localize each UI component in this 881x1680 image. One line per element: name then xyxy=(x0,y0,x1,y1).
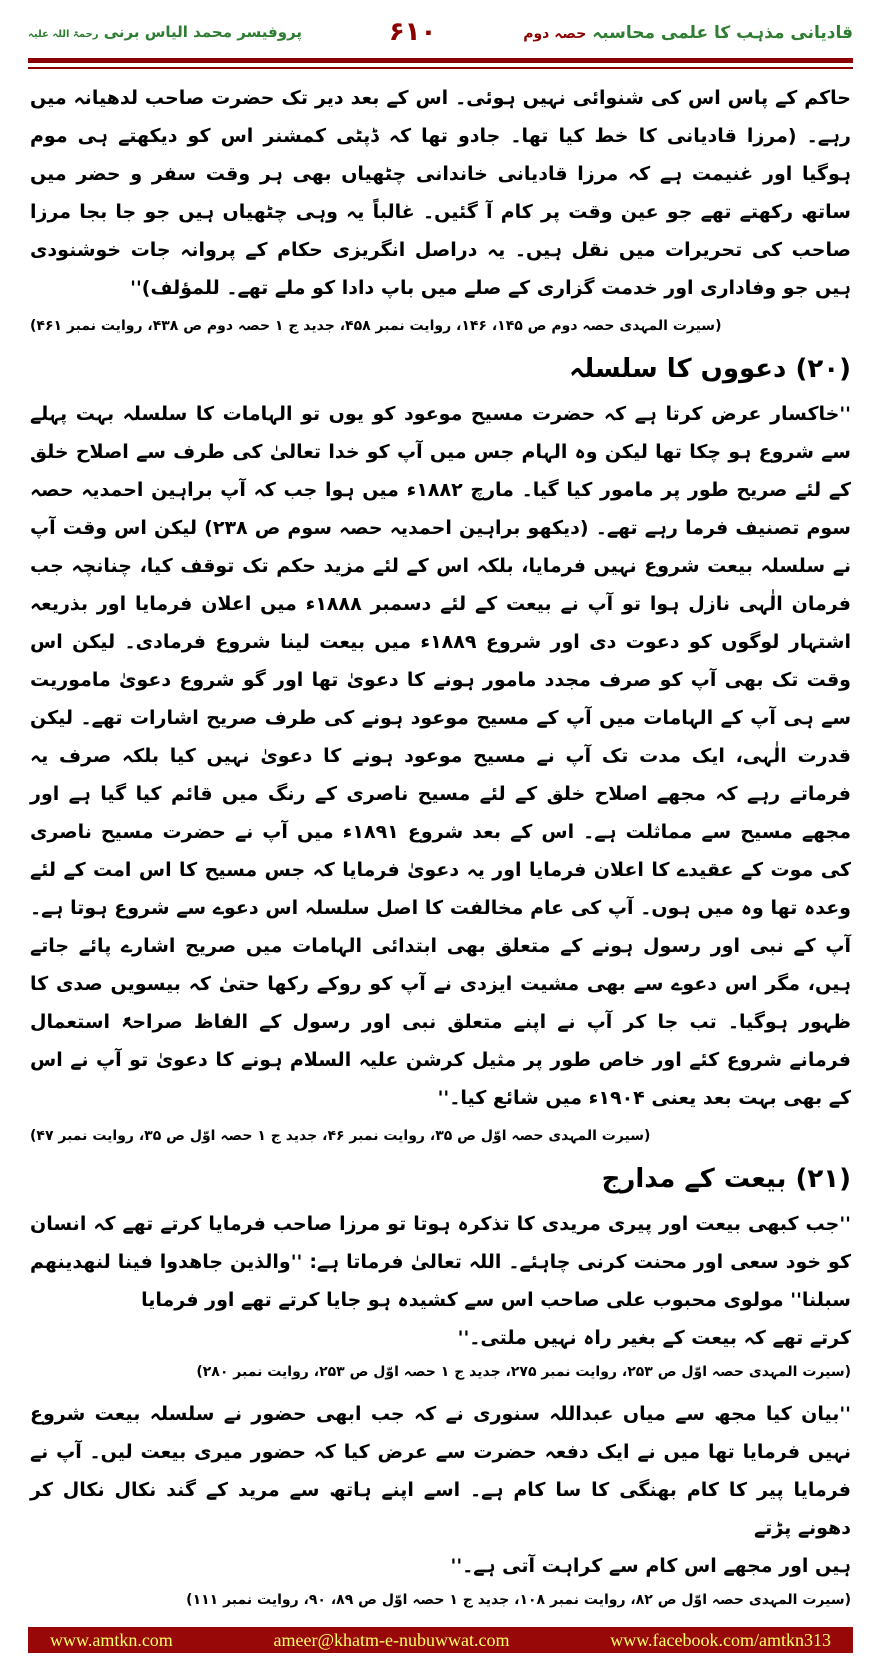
text-line: فرما رہے تھے۔ (دیکھو براہین احمدیہ حصہ سوم ص ۲۳۸) لیکن اس وقت آپ نے سلسلہ بیعت شروع نہیں فرمایا، بلکہ اس کے لئے مزید حکم تک xyxy=(30,517,851,577)
citation: (سیرت المہدی حصہ اوّل ص ۳۵، روایت نمبر ۴۶، جدید ج ۱ حصہ اوّل ص ۳۵، روایت نمبر ۴۷) xyxy=(30,1128,651,1144)
author-honorific: رحمۃ اللہ علیہ xyxy=(28,29,99,40)
citation: (سیرت المہدی حصہ اوّل ص ۲۵۳، روایت نمبر ۲۷۵، جدید ج ۱ حصہ اوّل ص ۲۵۳، روایت نمبر ۲۸۰) xyxy=(196,1364,851,1380)
text-line: کمشنر اس کو دیکھتے ہی موم ہوگیا اور غنیمت ہے کہ مرزا قادیانی خاندانی چٹھیاں بھی ہر وقت سفر و حضر میں ساتھ رکھتے تھے جو عین وقت پر کام xyxy=(30,125,851,223)
book-title-text: قادیانی مذہب کا علمی محاسبہ xyxy=(592,22,853,43)
section-number: (۲۱) xyxy=(795,1164,851,1194)
text-line: کو خدا تعالیٰ کی طرف سے اصلاح خلق کے لئے صریح طور پر مامور کیا گیا۔ مارچ ۱۸۸۲ء میں ہوا جب کہ آپ براہین احمدیہ حصہ سوم تصنیف xyxy=(30,441,852,539)
text-line: ہیں اور مجھے اس کام سے کراہت آتی ہے۔'' xyxy=(450,1555,851,1577)
book-part: حصہ دوم xyxy=(523,25,587,42)
text-line-with-citation xyxy=(30,1319,851,1387)
text-line: ''خاکسار عرض کرتا ہے کہ حضرت مسیح موعود کو یوں تو الہامات کا سلسلہ بہت پہلے سے شروع ہو چکا تھا لیکن وہ الہام جس میں آپ xyxy=(30,403,851,463)
text-line: ''بیان کیا مجھ سے میاں عبداللہ سنوری نے کہ جب ابھی حضور نے سلسلہ بیعت شروع نہیں فرمایا تھا میں نے ایک دفعہ حضرت سے xyxy=(30,1403,851,1463)
email-link[interactable]: ameer@khatm-e-nubuwwat.com xyxy=(273,1629,510,1650)
text-line: کہ بیسویں صدی کا ظہور ہوگیا۔ تب جا کر آپ نے اپنے متعلق نبی اور رسول کے الفاظ صراحۃً استعمال فرمانے شروع کئے اور خاص طور پر xyxy=(30,973,851,1071)
page-content xyxy=(28,69,853,1615)
text-line: آ گئیں۔ غالباً یہ وہی چٹھیاں ہیں جو جا بجا مرزا صاحب کی تحریرات میں نقل ہیں۔ یہ دراصل انگریزی حکام کے پروانہ جات خوشنودی ہیں جو xyxy=(30,201,851,299)
text-line: وفاداری اور خدمت گزاری کے صلے میں باپ دادا کو ملے تھے۔ للمؤلف)'' xyxy=(130,277,777,299)
text-line: حاکم کے پاس اس کی شنوائی نہیں ہوئی۔ اس کے بعد دیر تک حضرت صاحب لدھیانہ میں رہے۔ (مرزا قادیانی کا خط کیا تھا۔ جادو تھا کہ ڈپٹی xyxy=(30,87,851,147)
section-title: بیعت کے مدارج xyxy=(601,1164,787,1194)
section-title: دعووں کا سلسلہ xyxy=(569,354,787,384)
text-line: عرض کیا کہ حضور میری بیعت لیں۔ آپ نے فرمایا پیر کا کام بھنگی کا سا کام ہے۔ اسے اپنے ہاتھ سے مرید کے گند نکال نکال کر دھونے پڑتے xyxy=(30,1441,851,1539)
text-line: اور شروع ۱۸۸۹ء میں بیعت لینا شروع فرمادی۔ لیکن اس وقت تک بھی آپ کو صرف مجدد مامور ہونے کا دعویٰ تھا اور گو شروع دعویٰ xyxy=(30,631,851,691)
page-number: ۶۱۰ xyxy=(388,17,437,47)
text-line: نے مسیح موعود ہونے کا دعویٰ نہیں کیا بلکہ صرف یہ فرماتے رہے کہ مجھے اصلاح خلق کے لئے مسیح ناصری کے رنگ میں قائم کیا گیا ہے اور مجھے مسیح xyxy=(30,745,852,843)
text-line-with-citation xyxy=(30,1547,851,1615)
text-line: مسیح کا اس امت کے لئے وعدہ تھا وہ میں ہوں۔ آپ کی عام مخالفت کا اصل سلسلہ اس دعوے سے شروع ہوتا ہے۔ آپ کے نبی اور رسول xyxy=(30,859,851,957)
author-text: پروفیسر محمد الیاس برنی xyxy=(103,23,303,41)
citation: (سیرت المہدی حصہ اوّل ص ۸۲، روایت نمبر ۱۰۸، جدید ج ۱ حصہ اوّل ص ۸۹، ۹۰، روایت نمبر ۱۱۱) xyxy=(186,1592,851,1608)
citation: (سیرت المہدی حصہ دوم ص ۱۴۵، ۱۴۶، روایت نمبر ۴۵۸، جدید ج ۱ حصہ دوم ص ۴۳۸، روایت نمبر ۴۶۱) xyxy=(30,318,722,334)
website-link[interactable]: www.amtkn.com xyxy=(50,1629,173,1650)
text-line: کرتے تھے کہ بیعت کے بغیر راہ نہیں ملتی۔'' xyxy=(457,1327,851,1349)
header-rule-thick xyxy=(28,58,853,63)
author-name xyxy=(28,23,302,41)
text-line: ماموریت سے ہی آپ کے الہامات میں آپ کے مسیح موعود ہونے کی طرف صریح اشارات تھے۔ لیکن قدرت الٰہی، ایک مدت تک آپ xyxy=(30,669,851,767)
text-line: سے مماثلت ہے۔ اس کے بعد شروع ۱۸۹۱ء میں آپ نے حضرت مسیح ناصری کی موت کے عقیدے کا اعلان فرمایا اور یہ دعویٰ فرمایا کہ جس xyxy=(30,821,851,881)
paragraph xyxy=(30,79,851,307)
facebook-link[interactable]: www.facebook.com/amtkn313 xyxy=(610,1629,831,1650)
text-line: فرماتا ہے: ''والذین جاھدوا فینا لنھدینھم سبلنا'' مولوی محبوب علی صاحب اس سے کشیدہ ہو جایا کرتے تھے اور فرمایا xyxy=(30,1251,851,1311)
text-line: ہونے کے متعلق بھی ابتدائی الہامات میں صریح اشارے پائے جاتے ہیں، مگر اس دعوے سے بھی مشیت ایزدی نے آپ کو روکے رکھا حتیٰ xyxy=(30,935,852,995)
section-number: (۲۰) xyxy=(795,354,851,384)
text-line: توقف کیا، چنانچہ جب فرمان الٰہی نازل ہوا تو آپ نے بیعت کے لئے دسمبر ۱۸۸۸ء میں اعلان فرمایا اور بذریعہ اشتہار لوگوں کو دعوت دی xyxy=(30,555,851,653)
text-line: مثیل کرشن علیہ السلام ہونے کا دعویٰ تو آپ نے اس کے بھی بہت بعد یعنی ۱۹۰۴ء میں شائع کیا۔'' xyxy=(30,1049,851,1109)
section-heading-21 xyxy=(30,1159,851,1199)
paragraph xyxy=(30,395,851,1117)
book-title xyxy=(523,22,853,43)
section-heading-20 xyxy=(30,349,851,389)
paragraph xyxy=(30,1395,851,1547)
text-line: ''جب کبھی بیعت اور پیری مریدی کا تذکرہ ہوتا تو مرزا صاحب فرمایا کرتے تھے کہ انسان کو خود سعی اور محنت کرنی چاہئے۔ اللہ تعالیٰ xyxy=(30,1213,851,1273)
spacer xyxy=(28,1615,853,1627)
paragraph xyxy=(30,1205,851,1319)
footer-bar xyxy=(28,1627,853,1653)
page-header xyxy=(28,0,853,50)
